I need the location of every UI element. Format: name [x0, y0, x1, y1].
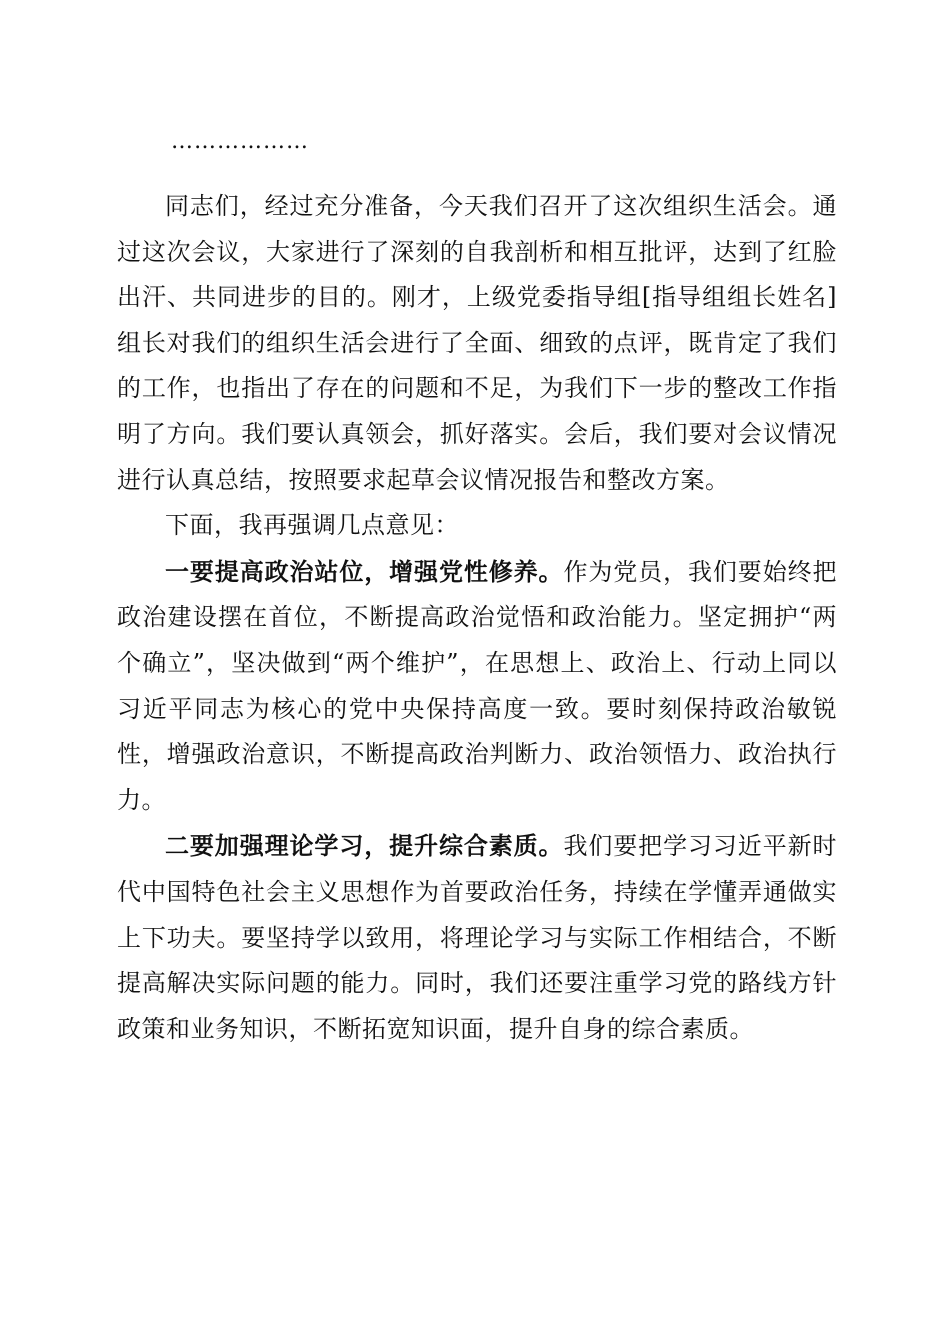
paragraph-point-one	[117, 549, 837, 824]
paragraph-opening: 同志们，经过充分准备，今天我们召开了这次组织生活会。通过这次会议，大家进行了深刻的自我剖析和相互批评，达到了红脸出汗、共同进步的目的。刚才，上级党委指导组[指导组组长姓名]组长对我们的组织生活会进行了全面、细致的点评，既肯定了我们的工作，也指出了存在的问题和不足，为我们下一步的整改工作指明了方向。我们要认真领会，抓好落实。会后，我们要对会议情况进行认真总结，按照要求起草会议情况报告和整改方案。	[117, 192, 837, 494]
paragraph-transition: 下面，我再强调几点意见：	[165, 511, 459, 540]
point-two-heading: 二要加强理论学习，提升综合素质。	[165, 831, 564, 861]
document-page	[117, 128, 837, 1052]
paragraph-point-two	[117, 823, 837, 1052]
point-one-heading: 一要提高政治站位，增强党性修养。	[165, 556, 564, 586]
point-one-body: 作为党员，我们要始终把政治建设摆在首位，不断提高政治觉悟和政治能力。坚定拥护“两个确立”，坚决做到“两个维护”，在思想上、政治上、行动上同以习近平同志为核心的党中央保持高度一致。要时刻保持政治敏锐性，增强政治意识，不断提高政治判断力、政治领悟力、政治执行力。	[117, 557, 838, 814]
ellipsis-marker: ………………	[171, 129, 309, 154]
point-two-body: 我们要把学习习近平新时代中国特色社会主义思想作为首要政治任务，持续在学懂弄通做实上下功夫。要坚持学以致用，将理论学习与实际工作相结合，不断提高解决实际问题的能力。同时，我们还要注重学习党的路线方针政策和业务知识，不断拓宽知识面，提升自身的综合素质。	[117, 832, 838, 1043]
